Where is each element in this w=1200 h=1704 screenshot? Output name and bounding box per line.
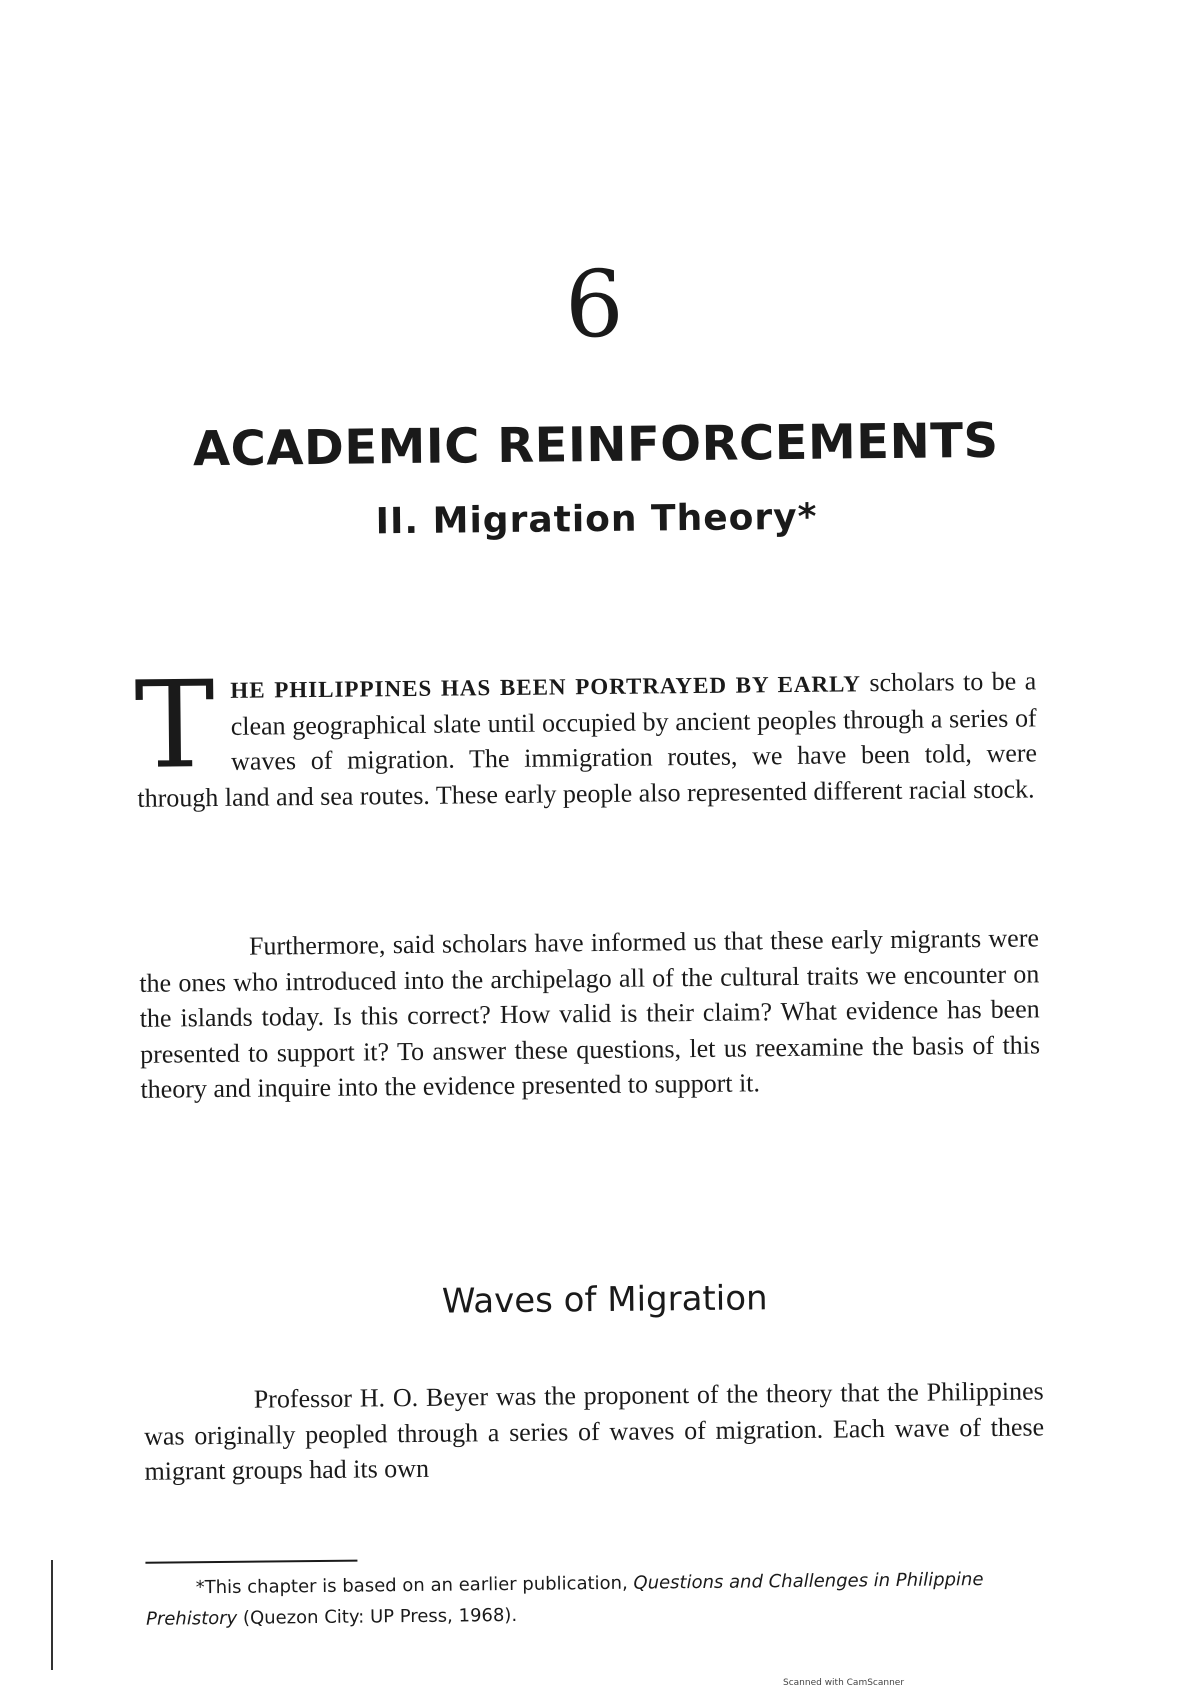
chapter-title: ACADEMIC REINFORCEMENTS <box>192 412 999 478</box>
intro-paragraph <box>133 656 1038 815</box>
section-heading: Waves of Migration <box>441 1278 768 1322</box>
footnote-suffix: (Quezon City: UP Press, 1968). <box>237 1604 518 1629</box>
footnote-work-title: Questions and Challenges in Philippine Prehistory <box>145 1569 984 1630</box>
intro-paragraph-text: scholars to be a clean geographical slate until occupied by ancient peoples through a series of waves of migration. The immigration routes, we have been told, were through land and sea routes. These early people also represented different racial stock. <box>137 666 1038 813</box>
footnote-prefix: *This chapter is based on an earlier publication, <box>195 1572 634 1599</box>
footnote <box>146 1563 1067 1635</box>
lead-in-text: HE PHILIPPINES HAS BEEN PORTRAYED BY EARLY <box>230 671 862 703</box>
drop-cap: T <box>133 656 216 796</box>
chapter-number: 6 <box>564 250 625 359</box>
scanner-watermark: Scanned with CamScanner <box>783 1678 905 1688</box>
second-paragraph: Furthermore, said scholars have informed us that these early migrants were the ones who introduced into the archipelago all of the cultural traits we encounter on the islands today. Is this correct? How valid is their claim? What evidence has been presented to support it? To answer these questions, let us reexamine the basis of this theory and inquire into the evidence presented to support it. <box>139 923 1041 1104</box>
third-paragraph: Professor H. O. Beyer was the proponent of the theory that the Philippines was originally peopled through a series of waves of migration. Each wave of these migrant groups had its own <box>143 1376 1045 1486</box>
scan-binding-edge <box>51 1560 53 1670</box>
footnote-divider <box>145 1560 357 1564</box>
chapter-subtitle: II. Migration Theory* <box>375 496 818 543</box>
